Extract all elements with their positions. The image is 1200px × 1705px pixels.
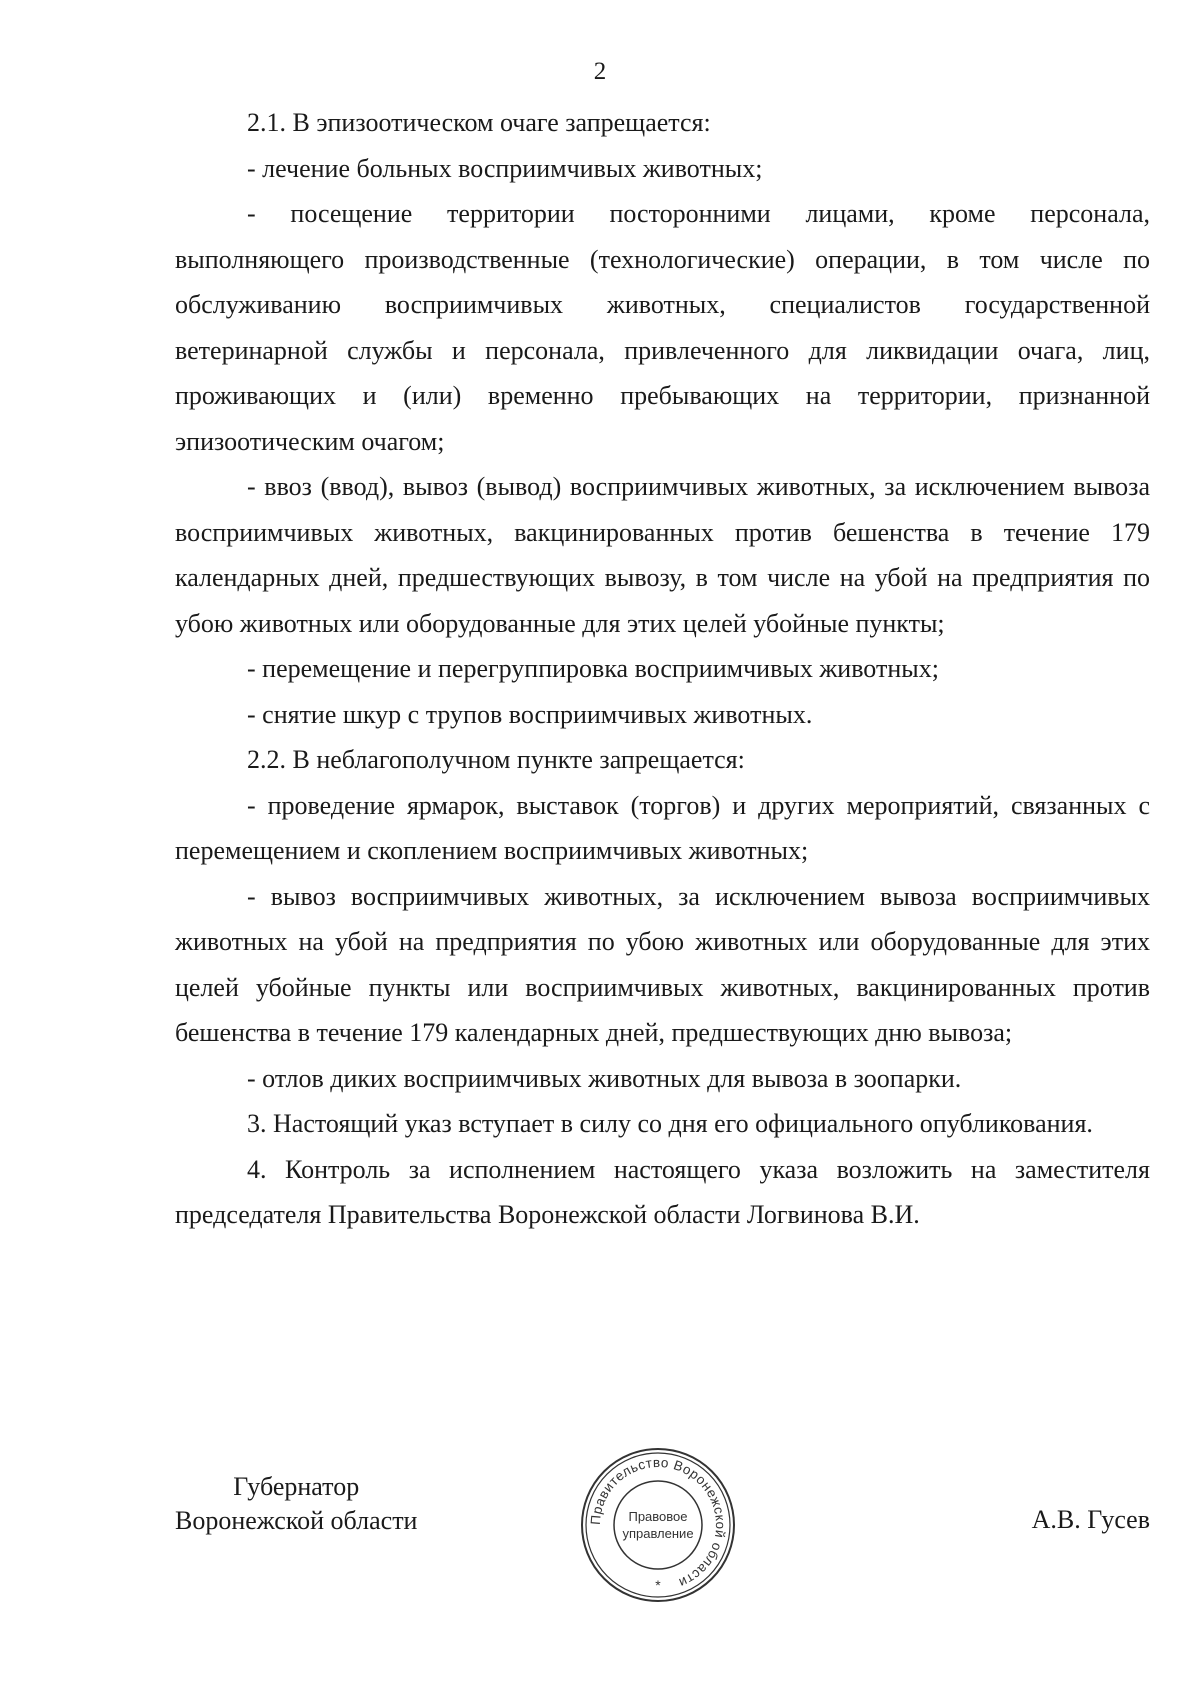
stamp-center-line2: управление [622, 1526, 694, 1541]
paragraph-4: 4. Контроль за исполнением настоящего указа возложить на заместителя председателя Правительства Воронежской области Логвинова В.И. [175, 1154, 1150, 1229]
paragraph-2-1: 2.1. В эпизоотическом очаге запрещается: [247, 108, 711, 137]
stamp-center-line1: Правовое [628, 1509, 688, 1524]
signatory-name: А.В. Гусев [1031, 1505, 1150, 1534]
stamp-ring-text: Правительство Воронежской области [587, 1454, 729, 1591]
stamp-star: * [655, 1577, 661, 1593]
paragraph-3: 3. Настоящий указ вступает в силу со дня его официального опубликования. [247, 1109, 1093, 1138]
paragraph-2-2: 2.2. В неблагополучном пункте запрещается: [247, 745, 745, 774]
list-item-skins: - снятие шкур с трупов восприимчивых животных. [247, 699, 813, 729]
document-body [175, 100, 1150, 1238]
list-item-visiting: - посещение территории посторонними лицами, кроме персонала, выполняющего производственные (технологические) операции, в том числе по обслуживанию восприимчивых животных, специалистов государственной ветеринарной службы и персонала, привлеченного для ликвидации очага, лиц, проживающих и (или) временно пребывающих на территории, признанной эпизоотическим очагом; [175, 199, 1150, 456]
list-item-fairs: - проведение ярмарок, выставок (торгов) и других мероприятий, связанных с перемещением и скоплением восприимчивых животных; [175, 790, 1150, 865]
signatory-title-line2: Воронежской области [175, 1506, 418, 1535]
signatory-title-line1: Губернатор [233, 1472, 360, 1501]
list-item-capture: - отлов диких восприимчивых животных для вывоза в зоопарки. [247, 1063, 962, 1093]
official-stamp [578, 1445, 738, 1605]
list-item-regrouping: - перемещение и перегруппировка восприимчивых животных; [247, 654, 939, 683]
list-item-treatment: - лечение больных восприимчивых животных; [247, 153, 763, 183]
signatory-title [175, 1470, 417, 1538]
page-number: 2 [593, 58, 607, 85]
list-item-export: - вывоз восприимчивых животных, за исключением вывоза восприимчивых животных на убой на предприятия по убою животных или оборудованные для этих целей убойные пункты или восприимчивых животных, вакцинированных против бешенства в течение 179 календарных дней, предшествующих дню вывоза; [175, 881, 1150, 1047]
list-item-import-export: - ввоз (ввод), вывоз (вывод) восприимчивых животных, за исключением вывоза восприимчивых животных, вакцинированных против бешенства в течение 179 календарных дней, предшествующих вывозу, в том числе на убой на предприятия по убою животных или оборудованные для этих целей убойные пункты; [175, 472, 1150, 638]
